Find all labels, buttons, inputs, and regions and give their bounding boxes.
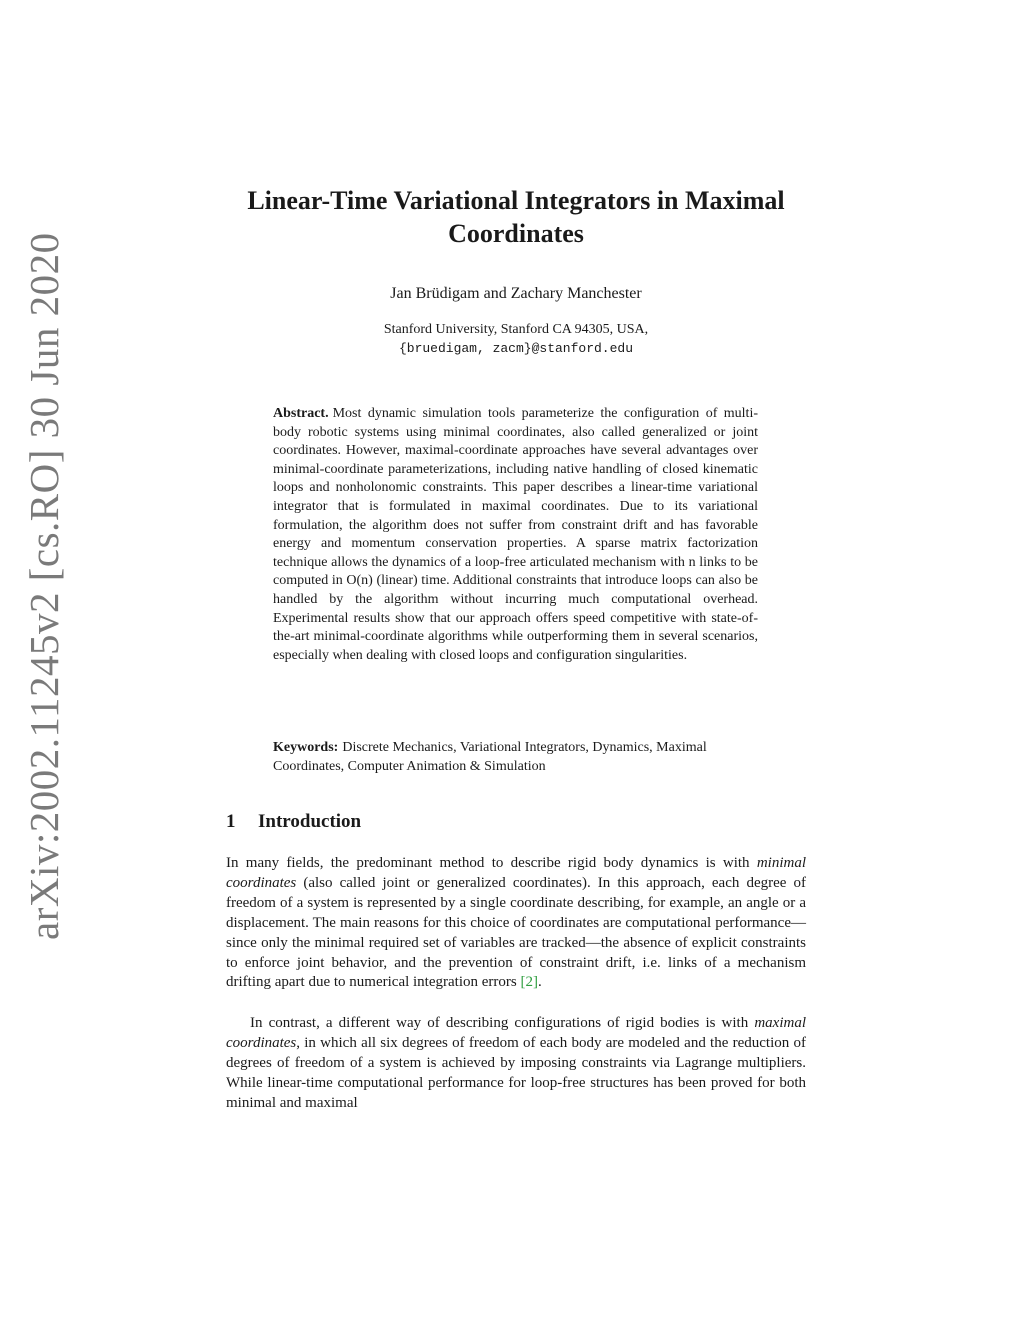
intro-paragraph-2 — [226, 1014, 806, 1114]
p2-text-body: , in which all six degrees of freedom of each body are modeled and the reduction of degrees of freedom of a system is achieved by imposing constraints via Lagrange multipliers. While linear-time computational performance for loop-free structures has been proved for both minimal and maximal — [226, 1034, 806, 1111]
keywords — [273, 738, 758, 776]
abstract-text: Most dynamic simulation tools parameterize the configuration of multi-body robotic systems using minimal coordinates, also called generalized or joint coordinates. However, maximal-coordinate approaches have several advantages over minimal-coordinate parameterizations, including native handling of closed kinematic loops and nonholonomic constraints. This paper describes a linear-time variational integrator that is formulated in maximal coordinates. Due to its variational formulation, the algorithm does not suffer from constraint drift and has favorable energy and momentum conservation properties. A sparse matrix factorization technique allows the dynamics of a loop-free articulated mechanism with n links to be computed in O(n) (linear) time. Additional constraints that introduce loops can also be handled by the algorithm without incurring much computational overhead. Experimental results show that our approach offers speed competitive with state-of-the-art minimal-coordinate algorithms while outperforming them in several scenarios, especially when dealing with closed loops and configuration singularities. — [273, 406, 758, 663]
keywords-text: Discrete Mechanics, Variational Integrators, Dynamics, Maximal Coordinates, Computer Animation & Simulation — [273, 740, 707, 774]
affiliation-text: Stanford University, Stanford CA 94305, USA, — [383, 322, 649, 337]
section-title: Introduction — [258, 811, 362, 832]
p1-text-start: In many fields, the predominant method to describe rigid body dynamics is with — [226, 855, 750, 871]
keywords-label: Keywords: — [273, 740, 339, 755]
p1-text-end: . — [537, 974, 542, 991]
contact-email[interactable]: {bruedigam, zacm}@stanford.edu — [398, 341, 634, 356]
affiliation-block — [220, 320, 812, 358]
section-heading-introduction — [226, 810, 726, 834]
abstract — [273, 405, 758, 665]
p1-emphasis: minimal coordinates — [226, 855, 806, 891]
section-number: 1 — [226, 811, 236, 832]
p2-text-start: In contrast, a different way of describing configurations of rigid bodies is with — [250, 1015, 749, 1031]
p2-emphasis: maximal coordinates — [226, 1015, 807, 1051]
arxiv-identifier-stamp: arXiv:2002.11245v2 [cs.RO] 30 Jun 2020 — [21, 232, 67, 940]
citation-link[interactable]: [2] — [520, 974, 538, 991]
author-list: Jan Brüdigam and Zachary Manchester — [390, 285, 642, 302]
abstract-label: Abstract. — [273, 406, 329, 421]
intro-paragraph-1 — [226, 854, 806, 993]
p1-text-body: (also called joint or generalized coordinates). In this approach, each degree of freedom of a system is represented by a single coordinate describing, for example, an angle or a displacement. The main reasons for this choice of coordinates are computational performance—since only the minimal required set of variables are tracked—the absence of explicit constraints to enforce joint behavior, and the prevention of constraint drift, i.e. links of a mechanism drifting apart due to numerical integration errors — [226, 874, 806, 991]
paper-title: Linear-Time Variational Integrators in Maximal Coordinates — [247, 186, 785, 248]
